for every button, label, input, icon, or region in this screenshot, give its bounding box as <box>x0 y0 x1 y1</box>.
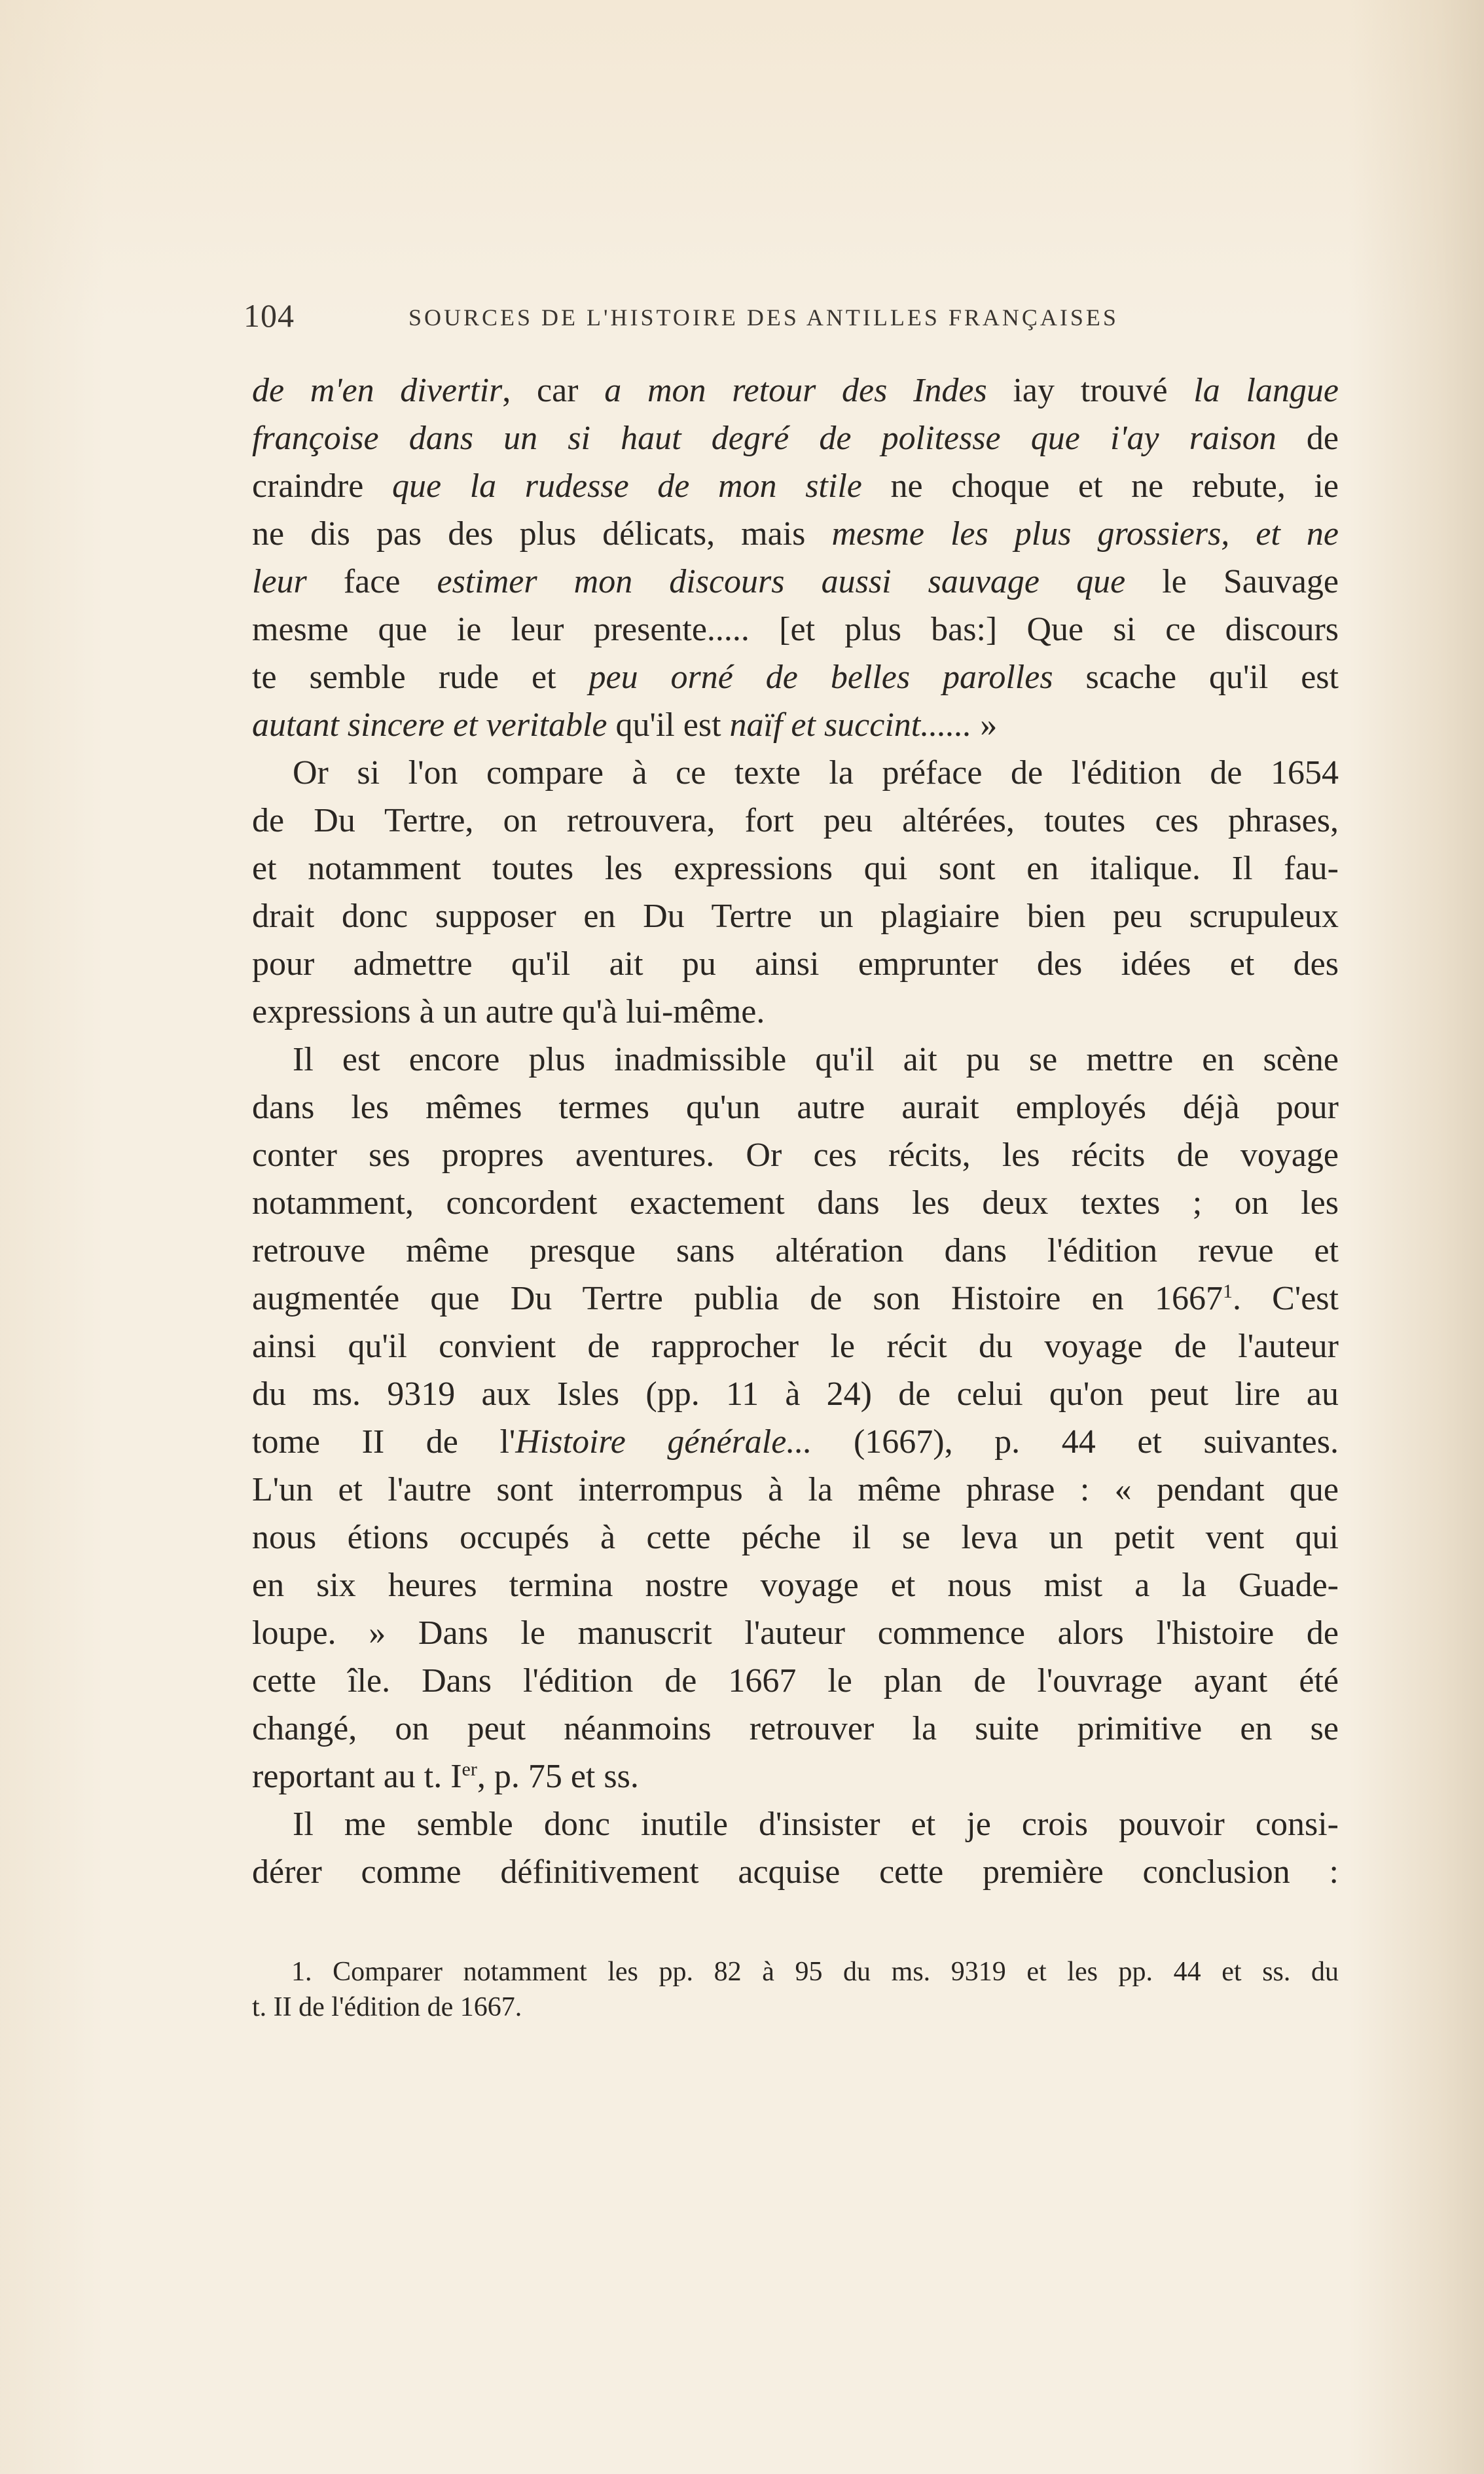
text-line <box>252 1705 1339 1753</box>
footnote-marker[interactable]: 1 <box>1222 1281 1233 1302</box>
text-run: retrouve même presque sans altération dans l'édition revue et <box>252 1232 1339 1269</box>
italic-text: mesme les plus grossiers, et ne <box>831 515 1339 553</box>
text-run: du ms. 9319 aux Isles (pp. 11 à 24) de celui qu'on peut lire au <box>252 1375 1339 1413</box>
italic-text: a mon retour des Indes <box>604 372 987 409</box>
text-line <box>252 1418 1339 1466</box>
text-line <box>252 1848 1339 1896</box>
text-run: augmentée que Du Tertre publia de son Histoire en 1667 <box>252 1280 1223 1317</box>
text-run: Il me semble donc inutile d'insister et je crois pouvoir consi- <box>293 1806 1339 1843</box>
text-line <box>252 940 1339 988</box>
text-line <box>252 606 1339 653</box>
text-run: dans les mêmes termes qu'un autre aurait employés déjà pour <box>252 1089 1339 1126</box>
text-line <box>252 558 1339 606</box>
text-run: notamment, concordent exactement dans les deux textes ; on les <box>252 1184 1339 1222</box>
text-line <box>252 1275 1339 1322</box>
text-line <box>252 462 1339 510</box>
text-run: drait donc supposer en Du Tertre un plagiaire bien peu scrupuleux <box>252 898 1339 935</box>
text-run: en six heures termina nostre voyage et nous mist a la Guade- <box>252 1567 1339 1604</box>
italic-text: de m'en divertir <box>252 372 503 409</box>
footnote-marker[interactable]: er <box>461 1758 477 1780</box>
italic-text: leur <box>252 563 307 600</box>
text-run: , car <box>502 372 605 409</box>
text-run: conter ses propres aventures. Or ces récits, les récits de voyage <box>252 1137 1339 1174</box>
text-line <box>252 701 1339 749</box>
text-run: te semble rude et <box>252 659 589 696</box>
text-run: pour admettre qu'il ait pu ainsi emprunter des idées et des <box>252 945 1339 983</box>
text-line <box>252 1800 1339 1848</box>
text-line <box>252 1227 1339 1275</box>
text-line <box>252 653 1339 701</box>
italic-text: naïf et succint...... <box>729 706 972 744</box>
text-run: Il est encore plus inadmissible qu'il ait pu se mettre en scène <box>293 1041 1339 1078</box>
text-run: expressions à un autre qu'à lui-même. <box>252 993 765 1030</box>
italic-text: peu orné de belles parolles <box>588 659 1053 696</box>
running-head <box>244 296 1343 335</box>
text-line <box>252 1036 1339 1083</box>
text-line <box>252 1609 1339 1657</box>
text-run: de Du Tertre, on retrouvera, fort peu altérées, toutes ces phrases, <box>252 802 1339 839</box>
text-line <box>252 1466 1339 1514</box>
text-run: Or si l'on compare à ce texte la préface de l'édition de 1654 <box>293 754 1339 791</box>
text-line <box>252 1514 1339 1561</box>
italic-text: autant sincere et veritable <box>252 706 607 744</box>
text-run: ne dis pas des plus délicats, mais <box>252 515 832 553</box>
text-line <box>252 367 1339 414</box>
text-run: de <box>1276 420 1339 457</box>
text-run: le Sauvage <box>1125 563 1339 600</box>
text-run: . C'est <box>1232 1280 1339 1317</box>
body-text <box>252 367 1339 1896</box>
text-line <box>252 1083 1339 1131</box>
text-line <box>252 510 1339 558</box>
running-head-title: SOURCES DE L'HISTOIRE DES ANTILLES FRANÇAISES <box>408 304 1119 331</box>
text-run: tome II de l' <box>252 1423 516 1461</box>
text-line <box>252 1657 1339 1705</box>
footnote-line: t. II de l'édition de 1667. <box>252 1992 522 2022</box>
footnote-line: 1. Comparer notamment les pp. 82 à 95 du ms. 9319 et les pp. 44 et ss. du <box>291 1957 1339 1987</box>
text-run: qu'il est <box>607 706 730 744</box>
text-run: changé, on peut néanmoins retrouver la suite primitive en se <box>252 1710 1339 1747</box>
italic-text: Histoire générale... <box>515 1423 812 1461</box>
text-run: loupe. » Dans le manuscrit l'auteur commence alors l'histoire de <box>252 1614 1339 1652</box>
text-run: face <box>306 563 437 600</box>
text-run: L'un et l'autre sont interrompus à la même phrase : « pendant que <box>252 1471 1339 1508</box>
text-line <box>252 414 1339 462</box>
text-line <box>252 988 1339 1036</box>
text-line <box>252 1753 1339 1800</box>
text-line <box>252 892 1339 940</box>
text-line <box>252 1322 1339 1370</box>
text-run: mesme que ie leur presente..... [et plus bas:] Que si ce discours <box>252 611 1339 648</box>
italic-text: estimer mon discours aussi sauvage que <box>437 563 1126 600</box>
text-run: et notamment toutes les expressions qui sont en italique. Il fau- <box>252 850 1339 887</box>
text-run: iay trouvé <box>986 372 1194 409</box>
text-line <box>252 1561 1339 1609</box>
text-run: dérer comme définitivement acquise cette première conclusion : <box>252 1853 1339 1891</box>
page-number: 104 <box>244 297 295 334</box>
text-run: , p. 75 et ss. <box>477 1758 639 1795</box>
text-run: ne choque et ne rebute, ie <box>861 467 1339 505</box>
italic-text: françoise dans un si haut degré de politesse que i'ay raison <box>252 420 1276 457</box>
italic-text: que la rudesse de mon stile <box>391 467 862 505</box>
text-run: nous étions occupés à cette péche il se leva un petit vent qui <box>252 1519 1339 1556</box>
text-line <box>252 749 1339 797</box>
italic-text: la langue <box>1193 372 1339 409</box>
text-line <box>252 1370 1339 1418</box>
text-run: craindre <box>252 467 392 505</box>
text-line <box>252 797 1339 845</box>
text-line <box>252 1179 1339 1227</box>
text-run: (1667), p. 44 et suivantes. <box>812 1423 1339 1461</box>
footnotes <box>252 1954 1339 2025</box>
text-run: reportant au t. I <box>252 1758 462 1795</box>
text-line <box>252 1131 1339 1179</box>
text-run: » <box>971 706 998 744</box>
text-line <box>252 845 1339 892</box>
text-run: cette île. Dans l'édition de 1667 le plan de l'ouvrage ayant été <box>252 1662 1339 1700</box>
text-run: scache qu'il est <box>1053 659 1339 696</box>
text-run: ainsi qu'il convient de rapprocher le récit du voyage de l'auteur <box>252 1328 1339 1365</box>
